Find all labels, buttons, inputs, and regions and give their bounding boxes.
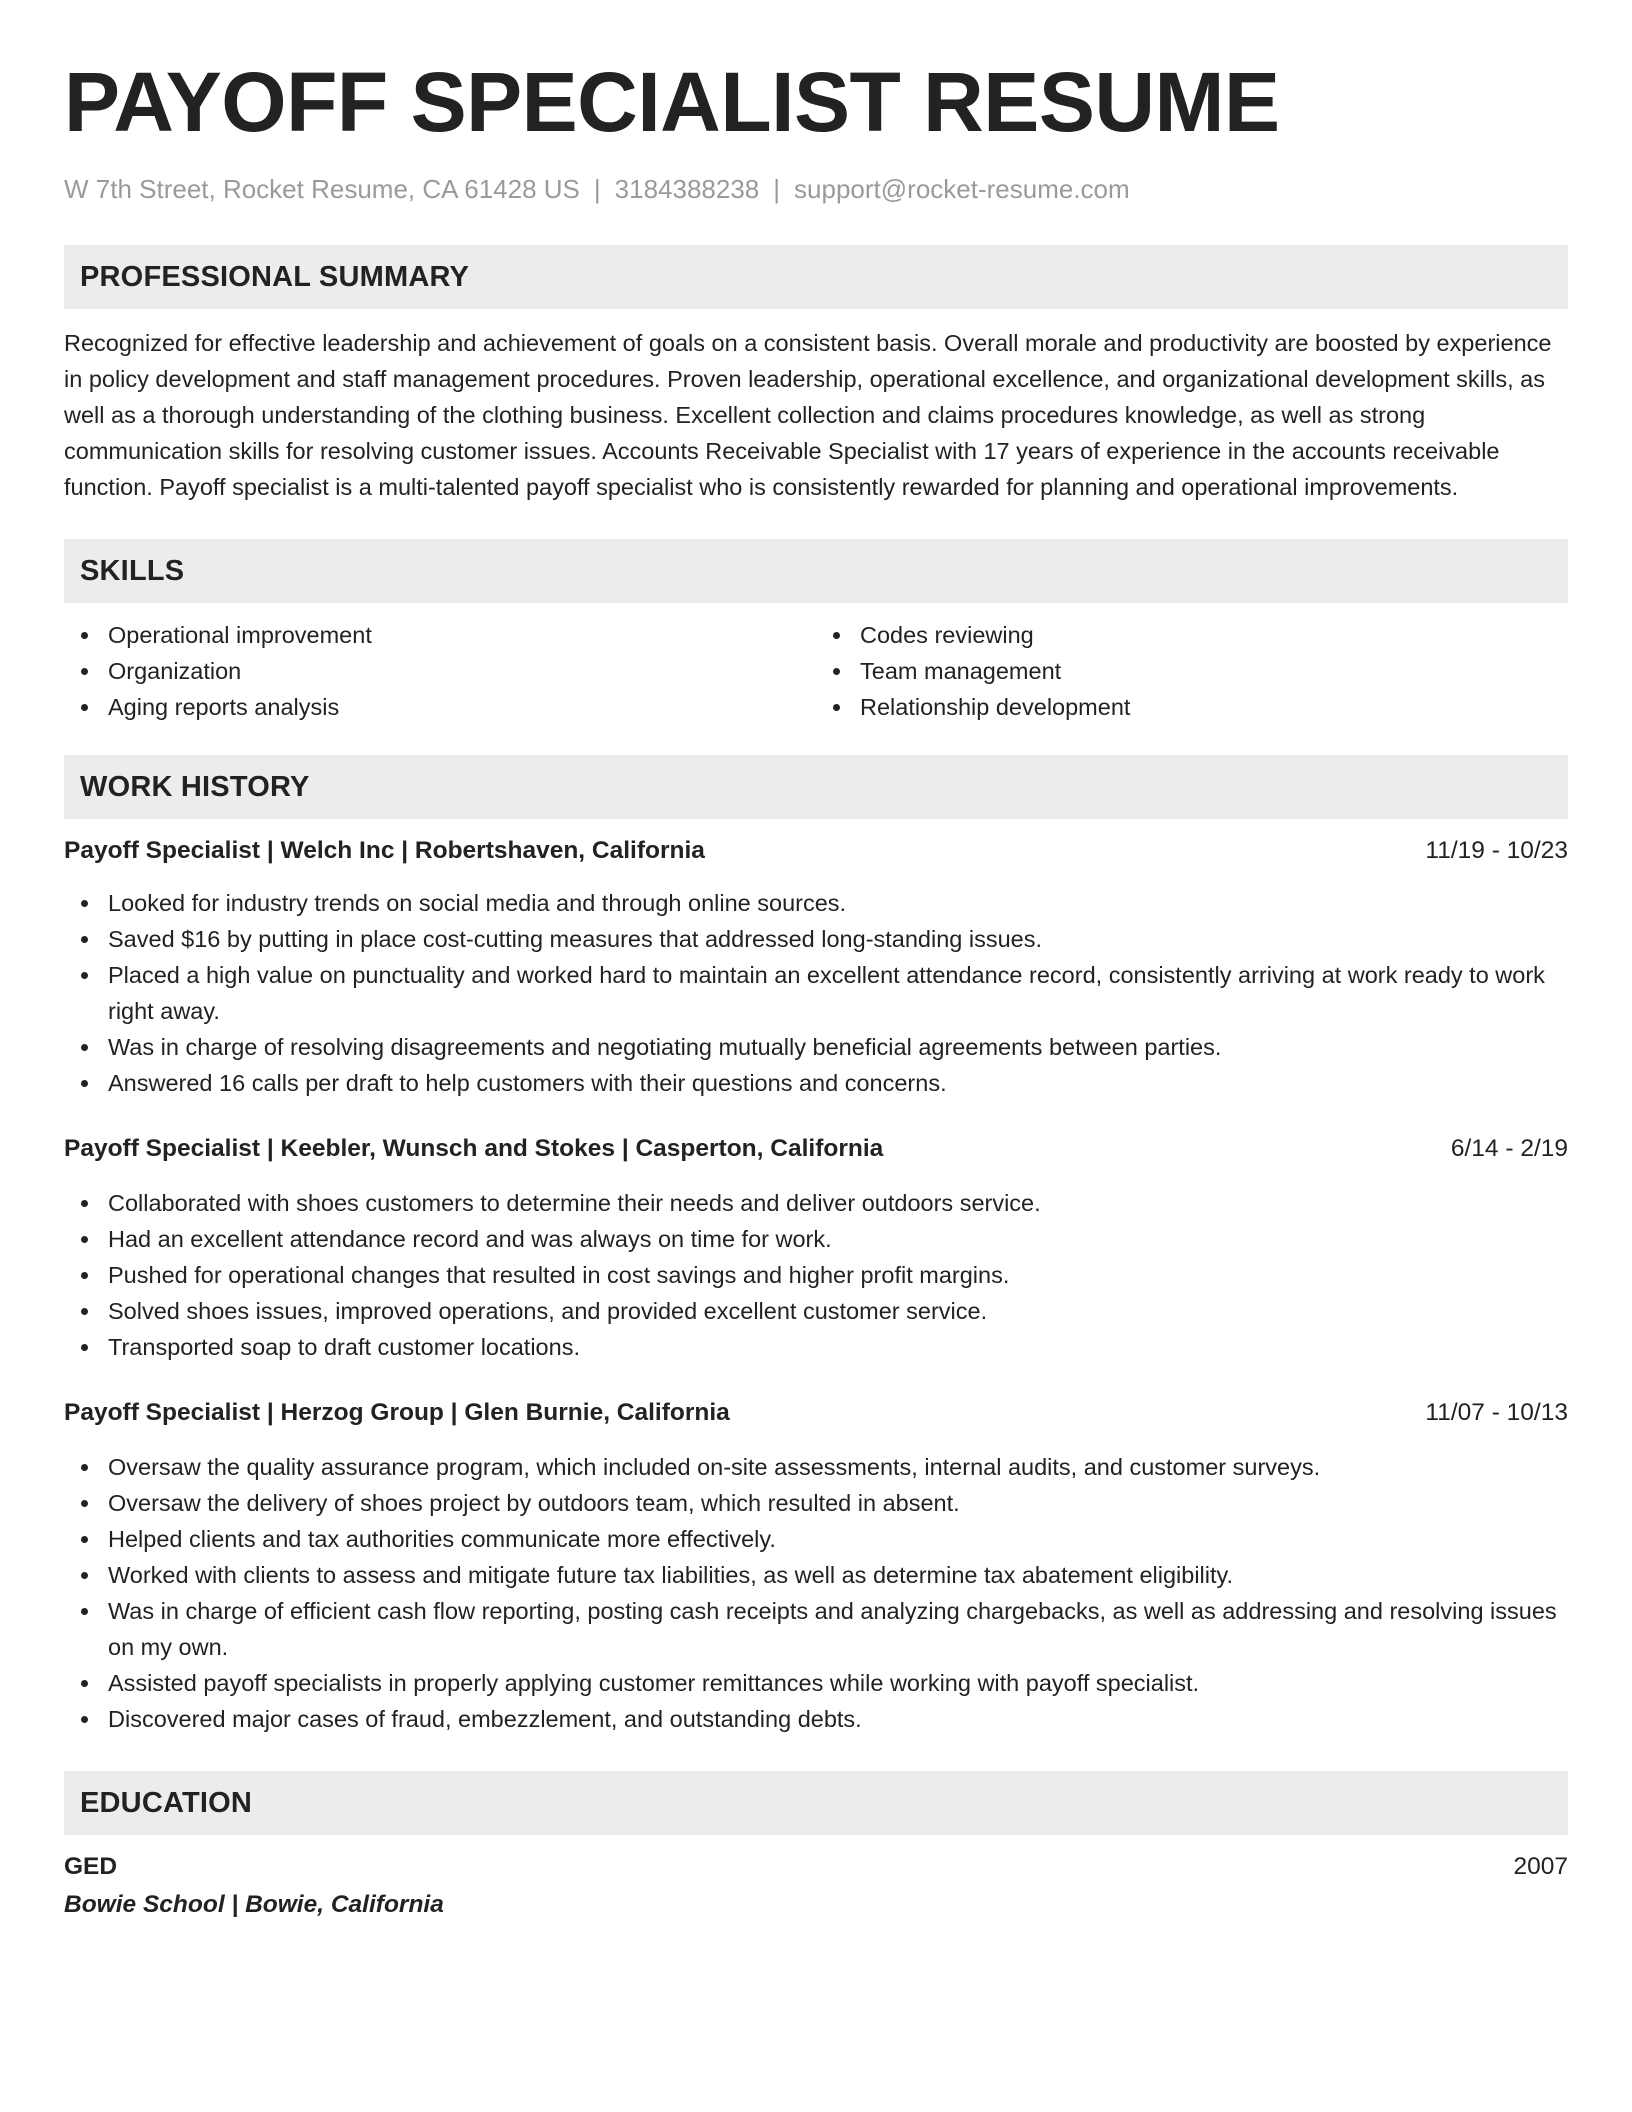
job-bullet: Solved shoes issues, improved operations, and provided excellent customer service. [64, 1293, 1568, 1329]
skills-column-left [64, 617, 816, 725]
job-bullet: Looked for industry trends on social media and through online sources. [64, 885, 1568, 921]
job-header [64, 833, 1568, 869]
job-bullet: Had an excellent attendance record and was always on time for work. [64, 1221, 1568, 1257]
job-bullet: Assisted payoff specialists in properly applying customer remittances while working with payoff specialist. [64, 1665, 1568, 1701]
job-bullet: Worked with clients to assess and mitigate future tax liabilities, as well as determine tax abatement eligibility. [64, 1557, 1568, 1593]
contact-address: W 7th Street, Rocket Resume, CA 61428 US [64, 174, 580, 204]
job-dates: 6/14 - 2/19 [1450, 1135, 1568, 1162]
contact-line [64, 172, 1568, 206]
contact-email: support@rocket-resume.com [794, 174, 1130, 204]
job-bullet: Was in charge of resolving disagreements and negotiating mutually beneficial agreements between parties. [64, 1029, 1568, 1065]
job-bullet: Placed a high value on punctuality and worked hard to maintain an excellent attendance record, consistently arriving at work ready to work right away. [64, 957, 1568, 1029]
skills-column-right [816, 617, 1568, 725]
job-title: Payoff Specialist | Welch Inc | Robertshaven, California [64, 837, 705, 864]
section-heading-education: EDUCATION [64, 1771, 1568, 1835]
job-bullet: Answered 16 calls per draft to help customers with their questions and concerns. [64, 1065, 1568, 1101]
contact-separator: | [593, 174, 601, 204]
contact-separator: | [773, 174, 781, 204]
skill-item: Relationship development [816, 689, 1568, 725]
job-bullet: Transported soap to draft customer locations. [64, 1329, 1568, 1365]
job-bullet: Oversaw the quality assurance program, which included on-site assessments, internal audits, and customer surveys. [64, 1449, 1568, 1485]
contact-phone: 3184388238 [614, 174, 760, 204]
skill-item: Aging reports analysis [64, 689, 816, 725]
skill-item: Operational improvement [64, 617, 816, 653]
job-bullet: Pushed for operational changes that resulted in cost savings and higher profit margins. [64, 1257, 1568, 1293]
job-bullet: Was in charge of efficient cash flow reporting, posting cash receipts and analyzing chargebacks, as well as addressing and resolving issues on my own. [64, 1593, 1568, 1665]
skill-item: Team management [816, 653, 1568, 689]
education-entry [64, 1849, 1568, 1923]
section-heading-work-history: WORK HISTORY [64, 755, 1568, 819]
education-school: Bowie School | Bowie, California [64, 1891, 444, 1918]
job-entry [64, 1131, 1568, 1365]
education-header [64, 1849, 1568, 1885]
job-bullet: Collaborated with shoes customers to determine their needs and deliver outdoors service. [64, 1185, 1568, 1221]
job-bullet: Saved $16 by putting in place cost-cutting measures that addressed long-standing issues. [64, 921, 1568, 957]
section-heading-skills: SKILLS [64, 539, 1568, 603]
job-header [64, 1395, 1568, 1431]
job-bullet: Discovered major cases of fraud, embezzlement, and outstanding debts. [64, 1701, 1568, 1737]
job-entry [64, 833, 1568, 1101]
summary-text: Recognized for effective leadership and achievement of goals on a consistent basis. Overall morale and productivity are boosted by experience in policy development and staff management procedures. Proven leadership, operational excellence, and organizational development skills, as well as a thorough understanding of the clothing business. Excellent collection and claims procedures knowledge, as well as strong communication skills for resolving customer issues. Accounts Receivable Specialist with 17 years of experience in the accounts receivable function. Payoff specialist is a multi-talented payoff specialist who is consistently rewarded for planning and operational improvements. [64, 330, 1552, 500]
job-dates: 11/07 - 10/13 [1425, 1399, 1568, 1426]
job-bullets [64, 1449, 1568, 1737]
job-entry [64, 1395, 1568, 1737]
job-bullet: Helped clients and tax authorities communicate more effectively. [64, 1521, 1568, 1557]
job-dates: 11/19 - 10/23 [1425, 837, 1568, 864]
skills-list [64, 617, 1568, 725]
job-bullet: Oversaw the delivery of shoes project by outdoors team, which resulted in absent. [64, 1485, 1568, 1521]
education-year: 2007 [1513, 1853, 1568, 1880]
education-degree: GED [64, 1853, 118, 1880]
skill-item: Organization [64, 653, 816, 689]
job-bullets [64, 885, 1568, 1101]
skill-item: Codes reviewing [816, 617, 1568, 653]
job-header [64, 1131, 1568, 1167]
job-bullets [64, 1185, 1568, 1365]
section-heading-summary: PROFESSIONAL SUMMARY [64, 245, 1568, 309]
job-title: Payoff Specialist | Herzog Group | Glen Burnie, California [64, 1399, 730, 1426]
resume-title: PAYOFF SPECIALIST RESUME [64, 55, 1280, 149]
job-title: Payoff Specialist | Keebler, Wunsch and Stokes | Casperton, California [64, 1135, 884, 1162]
